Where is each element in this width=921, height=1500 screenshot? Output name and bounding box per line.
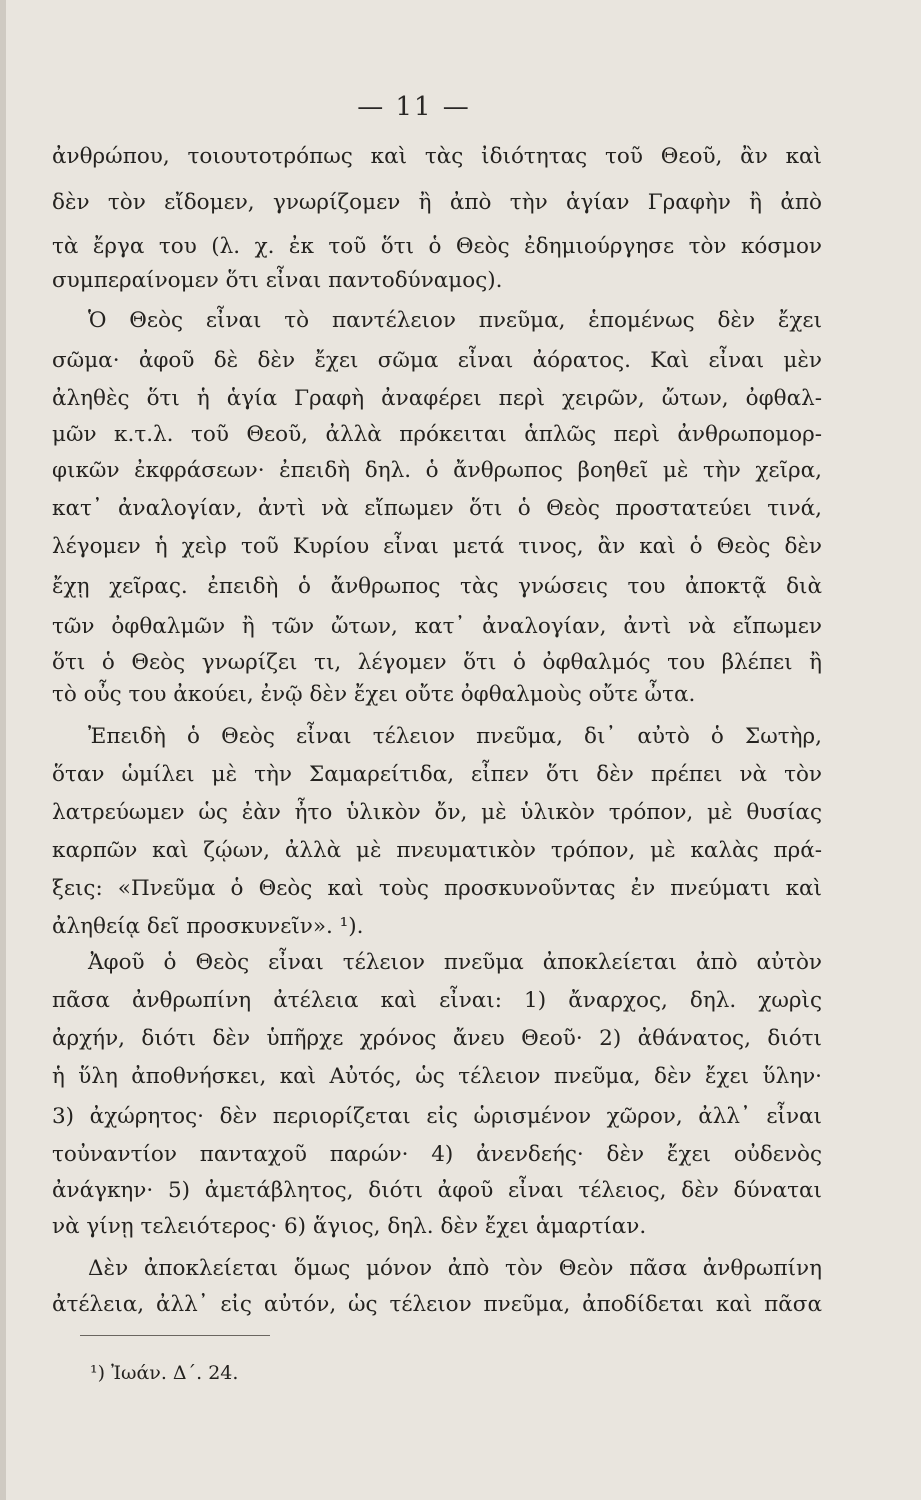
text-line: κατ᾿ ἀναλογίαν, ἀντὶ νὰ εἴπωμεν ὅτι ὁ Θεὸς προστατεύει τινά, (52, 496, 822, 521)
text-line: Δὲν ἀποκλείεται ὅμως μόνον ἀπὸ τὸν Θεὸν πᾶσα ἀνθρωπίνη (88, 1256, 822, 1281)
text-line: λατρεύωμεν ὡς ἐὰν ἦτο ὑλικὸν ὄν, μὲ ὑλικὸν τρόπον, μὲ θυσίας (52, 800, 822, 825)
text-line: τὸ οὖς του ἀκούει, ἐνῷ δὲν ἔχει οὔτε ὀφθαλμοὺς οὔτε ὦτα. (52, 682, 696, 707)
text-line: ὅτι ὁ Θεὸς γνωρίζει τι, λέγομεν ὅτι ὁ ὀφθαλμός του βλέπει ἢ (52, 650, 822, 675)
text-line: ἀληθείᾳ δεῖ προσκυνεῖν». ¹). (52, 914, 364, 939)
text-line: ἀτέλεια, ἀλλ᾿ εἰς αὐτόν, ὡς τέλειον πνεῦμα, ἀποδίδεται καὶ πᾶσα (52, 1292, 822, 1317)
text-line: μῶν κ.τ.λ. τοῦ Θεοῦ, ἀλλὰ πρόκειται ἁπλῶς περὶ ἀνθρωπομορ- (52, 422, 822, 447)
text-line: συμπεραίνομεν ὅτι εἶναι παντοδύναμος). (52, 268, 503, 293)
text-line: Ἐπειδὴ ὁ Θεὸς εἶναι τέλειον πνεῦμα, δι᾿ αὐτὸ ὁ Σωτὴρ, (88, 724, 822, 749)
text-line: ἀνθρώπου, τοιουτοτρόπως καὶ τὰς ἰδιότητας τοῦ Θεοῦ, ἂν καὶ (52, 144, 822, 169)
text-line: ἡ ὕλη ἀποθνήσκει, καὶ Αὐτός, ὡς τέλειον πνεῦμα, δὲν ἔχει ὕλην· (52, 1064, 822, 1089)
page-edge (0, 0, 6, 1500)
text-line: σῶμα· ἀφοῦ δὲ δὲν ἔχει σῶμα εἶναι ἀόρατος. Καὶ εἶναι μὲν (52, 348, 822, 373)
text-line: τοὐναντίον πανταχοῦ παρών· 4) ἀνενδεής· δὲν ἔχει οὐδενὸς (52, 1142, 822, 1167)
text-line: ἀνάγκην· 5) ἀμετάβλητος, διότι ἀφοῦ εἶναι τέλειος, δὲν δύναται (52, 1178, 822, 1203)
text-line: Ὁ Θεὸς εἶναι τὸ παντέλειον πνεῦμα, ἑπομένως δὲν ἔχει (88, 308, 822, 333)
text-line: ξεις: «Πνεῦμα ὁ Θεὸς καὶ τοὺς προσκυνοῦντας ἐν πνεύματι καὶ (52, 876, 822, 901)
text-line: 3) ἀχώρητος· δὲν περιορίζεται εἰς ὡρισμένον χῶρον, ἀλλ᾿ εἶναι (52, 1104, 822, 1129)
text-line: ἀρχήν, διότι δὲν ὑπῆρχε χρόνος ἄνευ Θεοῦ· 2) ἀθάνατος, διότι (52, 1026, 822, 1051)
text-line: Ἀφοῦ ὁ Θεὸς εἶναι τέλειον πνεῦμα ἀποκλείεται ἀπὸ αὐτὸν (88, 950, 822, 975)
page-number: — 11 — (357, 92, 471, 122)
text-line: πᾶσα ἀνθρωπίνη ἀτέλεια καὶ εἶναι: 1) ἄναρχος, δηλ. χωρὶς (52, 988, 822, 1013)
text-line: δὲν τὸν εἴδομεν, γνωρίζομεν ἢ ἀπὸ τὴν ἁγίαν Γραφὴν ἢ ἀπὸ (52, 190, 822, 215)
footnote-divider (80, 1335, 270, 1336)
text-line: καρπῶν καὶ ζῴων, ἀλλὰ μὲ πνευματικὸν τρόπον, μὲ καλὰς πρά- (52, 838, 822, 863)
text-line: τῶν ὀφθαλμῶν ἢ τῶν ὤτων, κατ᾿ ἀναλογίαν, ἀντὶ νὰ εἴπωμεν (52, 614, 822, 639)
text-line: λέγομεν ἡ χεὶρ τοῦ Κυρίου εἶναι μετά τινος, ἂν καὶ ὁ Θεὸς δὲν (52, 534, 822, 559)
text-line: νὰ γίνῃ τελειότερος· 6) ἅγιος, δηλ. δὲν ἔχει ἁμαρτίαν. (52, 1214, 647, 1239)
text-line: ἀληθὲς ὅτι ἡ ἁγία Γραφὴ ἀναφέρει περὶ χειρῶν, ὤτων, ὀφθαλ- (52, 386, 822, 411)
footnote: ¹) Ἰωάν. Δ΄. 24. (90, 1362, 239, 1384)
text-line: τὰ ἔργα του (λ. χ. ἐκ τοῦ ὅτι ὁ Θεὸς ἐδημιούργησε τὸν κόσμον (52, 234, 822, 259)
text-line: φικῶν ἐκφράσεων· ἐπειδὴ δηλ. ὁ ἄνθρωπος βοηθεῖ μὲ τὴν χεῖρα, (52, 458, 822, 483)
text-line: ἔχῃ χεῖρας. ἐπειδὴ ὁ ἄνθρωπος τὰς γνώσεις του ἀποκτᾷ διὰ (52, 574, 822, 599)
text-line: ὅταν ὡμίλει μὲ τὴν Σαμαρείτιδα, εἶπεν ὅτι δὲν πρέπει νὰ τὸν (52, 762, 822, 787)
